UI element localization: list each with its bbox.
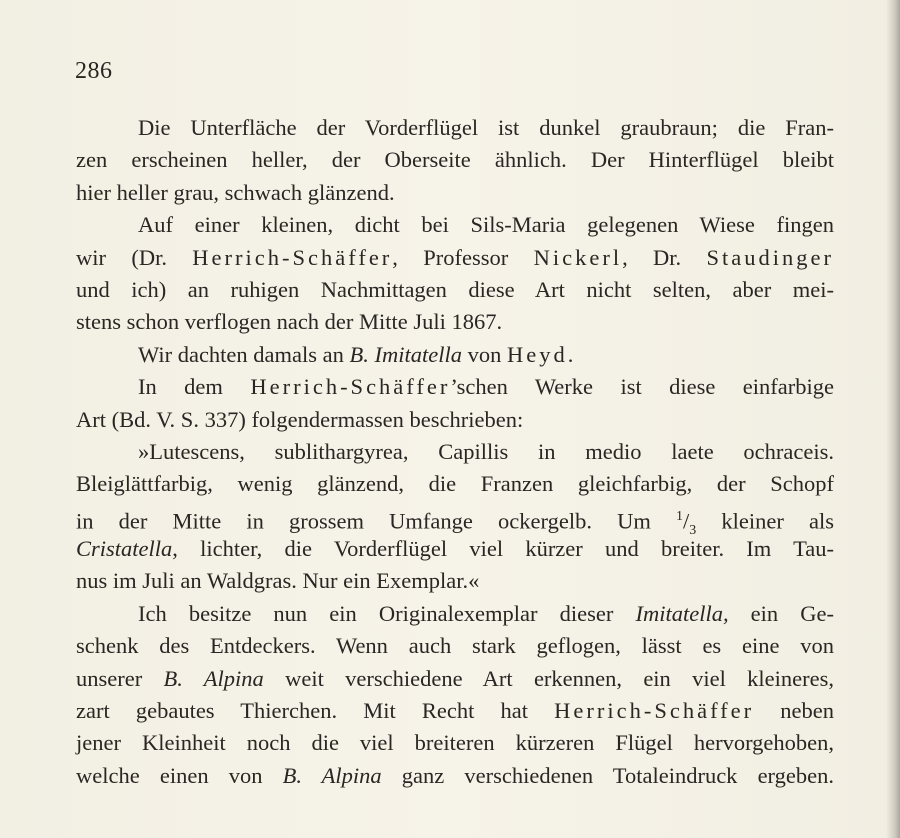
text-line [76, 274, 834, 306]
page-number: 286 [75, 58, 113, 84]
text-line [76, 404, 834, 436]
text-line [76, 112, 834, 144]
text-line [76, 663, 834, 695]
text-run: Wir dachten damals an [138, 341, 350, 367]
text-run: ganz verschiedenen Totaleindruck ergeben. [381, 762, 834, 788]
text-run: neben [754, 698, 834, 724]
text-run: hier heller grau, schwach glänzend. [76, 179, 395, 205]
italic-term: B. Alpina [282, 762, 382, 788]
text-line [76, 565, 834, 597]
text-run: Auf einer kleinen, dicht bei Sils-Maria gelegenen Wiese fingen [138, 212, 834, 238]
spaced-name: Herrich-Schäffer [554, 698, 755, 724]
text-line [76, 630, 834, 662]
text-line [76, 533, 834, 565]
text-line [76, 598, 834, 630]
text-run: schenk des Entdeckers. Wenn auch stark geflogen, lässt es eine von [76, 633, 834, 659]
italic-term: Imitatella, [635, 600, 729, 626]
text-run: ’schen Werke ist diese einfarbige [450, 374, 834, 400]
text-line [76, 760, 834, 792]
italic-term: Cristatella [76, 536, 173, 562]
text-line [76, 436, 834, 468]
text-run: »Lutescens, sublithargyrea, Capillis in medio laete ochraceis. [138, 438, 834, 464]
spaced-name: Herrich-Schäffer [192, 244, 393, 270]
spaced-name: Herrich-Schäffer [250, 374, 451, 400]
text-run: ein Ge- [728, 600, 834, 626]
text-line [76, 209, 834, 241]
text-line [76, 371, 834, 403]
text-run: und ich) an ruhigen Nachmittagen diese Art nicht selten, aber mei- [76, 276, 834, 302]
text-run: wir (Dr. [76, 244, 193, 270]
text-run: jener Kleinheit noch die viel breiteren kürzeren Flügel hervorgehoben, [76, 730, 834, 756]
text-line [76, 468, 834, 500]
text-run: Die Unterfläche der Vorderflügel ist dunkel graubraun; die Fran- [138, 115, 834, 140]
text-run: , Dr. [622, 244, 707, 270]
text-run: In dem [138, 374, 251, 400]
text-run: weit verschiedene Art erkennen, ein viel kleineres, [263, 665, 834, 691]
text-run: in der Mitte in grossem Umfange ockergelb. Um [76, 508, 676, 534]
spaced-name: Staudinger [706, 244, 834, 270]
italic-term: B. Imitatella [349, 341, 462, 367]
text-line [76, 727, 834, 759]
text-line [76, 339, 834, 371]
text-run: . [567, 341, 574, 367]
text-line [76, 306, 834, 338]
text-line [76, 177, 834, 209]
fraction: $^1/_3$ [675, 508, 697, 538]
text-run: welche einen von [76, 762, 283, 788]
text-run: , Professor [392, 244, 534, 270]
text-run: stens schon verflogen nach der Mitte Juli 1867. [76, 309, 503, 335]
text-run: von [462, 341, 507, 367]
text-run: , lichter, die Vorderflügel viel kürzer und breiter. Im Tau- [172, 536, 834, 562]
text-line [76, 144, 834, 176]
page-edge-shadow [886, 0, 900, 838]
text-run: Art (Bd. V. S. 337) folgendermassen beschrieben: [76, 406, 524, 432]
body-text [76, 112, 834, 792]
spaced-name: Heyd [507, 341, 568, 367]
text-run: unserer [76, 665, 164, 691]
text-line [76, 695, 834, 727]
spaced-name: Nickerl [533, 244, 623, 270]
text-run: Ich besitze nun ein Originalexemplar dieser [138, 600, 636, 626]
text-line [76, 501, 834, 538]
text-line [76, 242, 834, 274]
text-run: nus im Juli an Waldgras. Nur ein Exemplar.« [76, 568, 480, 594]
text-run: zart gebautes Thierchen. Mit Recht hat [76, 698, 555, 724]
text-run: kleiner als [696, 508, 834, 534]
text-run: Bleiglättfarbig, wenig glänzend, die Franzen gleichfarbig, der Schopf [76, 471, 834, 497]
italic-term: B. Alpina [163, 665, 264, 691]
text-run: zen erscheinen heller, der Oberseite ähnlich. Der Hinterflügel bleibt [76, 147, 834, 173]
